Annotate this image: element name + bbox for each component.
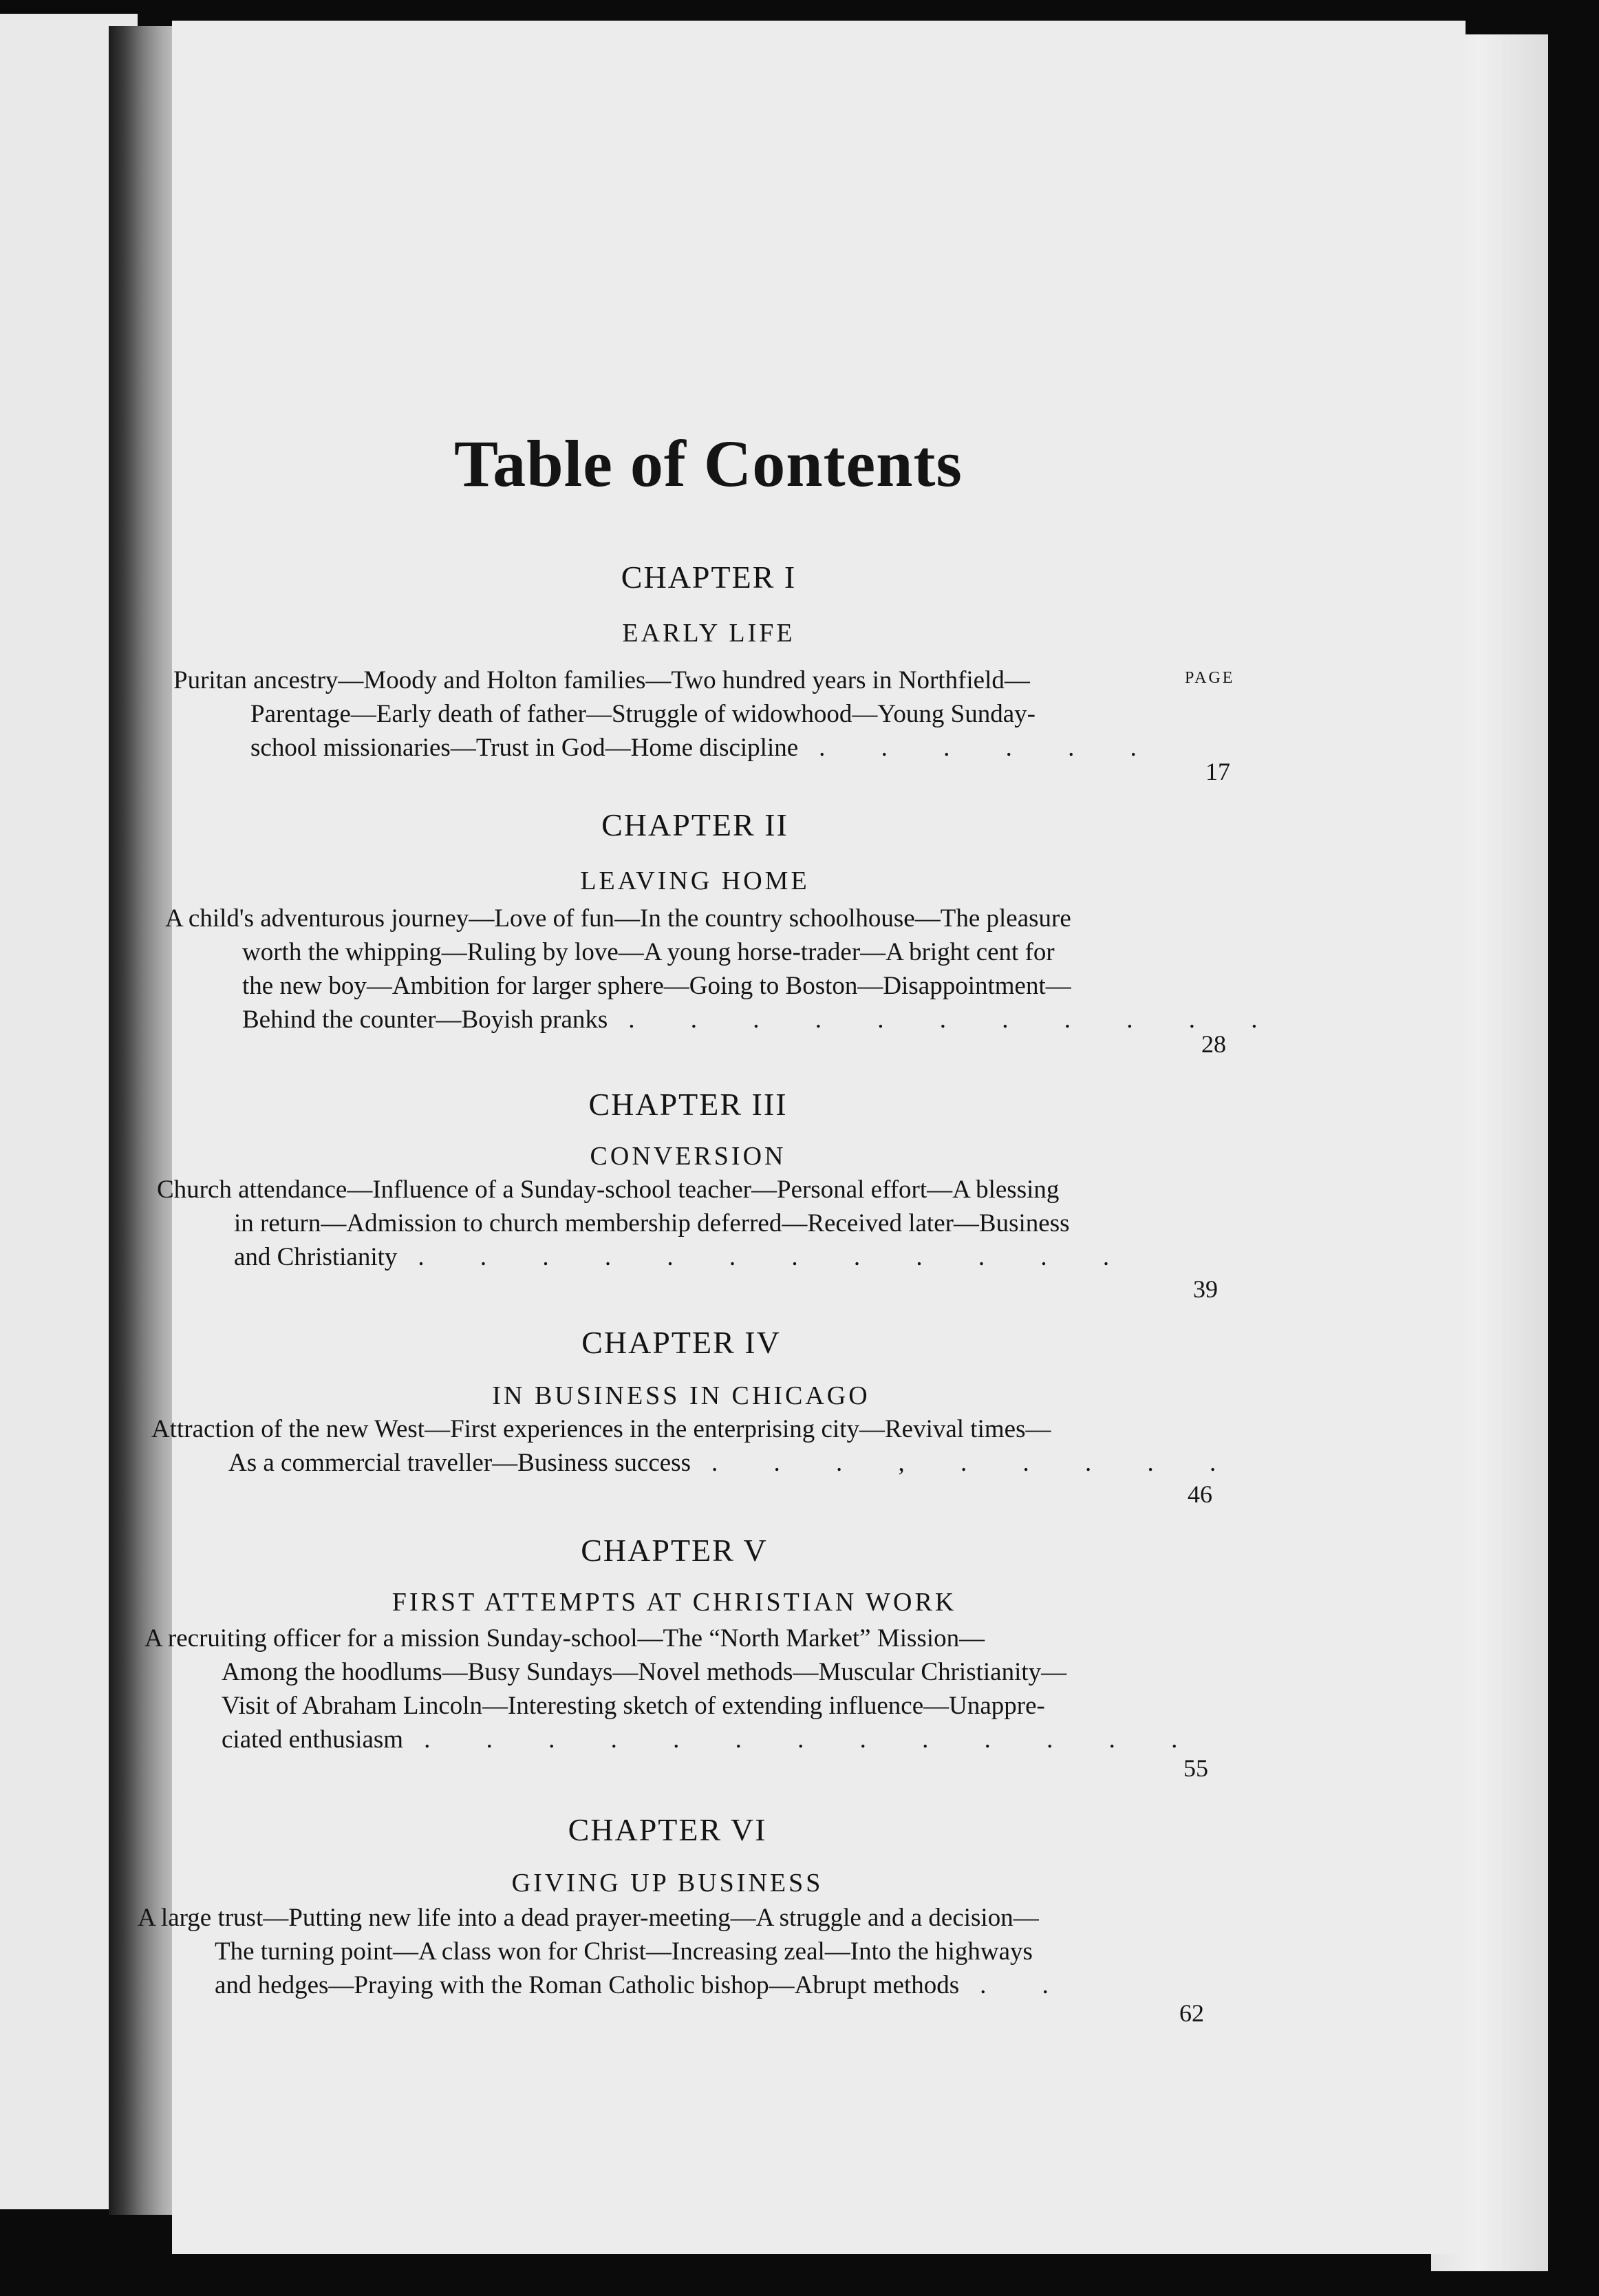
summary-line-text: Behind the counter—Boyish pranks <box>242 1006 608 1034</box>
chapter-4-heading: CHAPTER IV <box>581 1325 781 1360</box>
chapter-2-subtitle: LEAVING HOME <box>580 867 810 895</box>
summary-line: Among the hoodlums—Busy Sundays—Novel methods—Muscular Christianity— <box>222 1658 1067 1686</box>
summary-line <box>138 1968 1142 2002</box>
summary-line: Church attendance—Influence of a Sunday-school teacher—Personal effort—A blessing <box>157 1176 1060 1204</box>
chapter-3-summary <box>157 1173 1161 1274</box>
summary-line: A recruiting officer for a mission Sunday-school—The “North Market” Mission— <box>144 1624 985 1652</box>
chapter-4-page-number: 46 <box>1188 1480 1212 1508</box>
summary-line: the new boy—Ambition for larger sphere—Going to Boston—Disappointment— <box>242 972 1071 1000</box>
chapter-1-heading: CHAPTER I <box>621 560 797 595</box>
dot-leader: . . . , . . . . . <box>711 1449 1241 1477</box>
dot-leader: . . . . . . . . . . . . <box>418 1243 1135 1271</box>
chapter-2-summary <box>165 902 1283 1037</box>
summary-line-text: ciated enthusiasm <box>222 1725 404 1754</box>
dot-leader: . . <box>980 1971 1073 1999</box>
summary-line: Attraction of the new West—First experiences in the enterprising city—Revival times— <box>151 1415 1051 1443</box>
page-column-label: PAGE <box>1185 669 1235 687</box>
chapter-1-subtitle: EARLY LIFE <box>622 619 795 648</box>
summary-line-text: and Christianity <box>234 1243 398 1271</box>
summary-line: in return—Admission to church membership deferred—Received later—Business <box>234 1209 1070 1237</box>
chapter-6-heading: CHAPTER VI <box>568 1812 767 1847</box>
chapter-3-heading: CHAPTER III <box>588 1087 788 1122</box>
chapter-2-heading: CHAPTER II <box>601 807 788 842</box>
summary-line: A large trust—Putting new life into a dead prayer-meeting—A struggle and a decision— <box>138 1904 1039 1932</box>
chapter-6-summary <box>138 1901 1142 2002</box>
summary-line <box>157 1240 1161 1274</box>
chapter-1-summary <box>173 663 1178 765</box>
summary-line <box>165 1003 1283 1037</box>
summary-line <box>144 1723 1203 1756</box>
dot-leader: . . . . . . . . . . . . . <box>424 1725 1203 1754</box>
chapter-3-page-number: 39 <box>1193 1275 1218 1303</box>
dot-leader: . . . . . . <box>819 734 1161 762</box>
page-title: Table of Contents <box>454 427 963 500</box>
summary-line <box>151 1446 1241 1480</box>
chapter-1-page-number: 17 <box>1205 758 1230 785</box>
summary-line: worth the whipping—Ruling by love—A young horse-trader—A bright cent for <box>242 938 1055 966</box>
summary-line: The turning point—A class won for Christ—Increasing zeal—Into the highways <box>215 1937 1033 1966</box>
chapter-5-summary <box>144 1622 1203 1756</box>
chapter-5-page-number: 55 <box>1183 1754 1208 1782</box>
dot-leader: . . . . . . . . . . . <box>628 1006 1283 1034</box>
summary-line: Puritan ancestry—Moody and Holton families—Two hundred years in Northfield— <box>173 666 1030 694</box>
chapter-4-subtitle: IN BUSINESS IN CHICAGO <box>492 1381 870 1410</box>
summary-line: Visit of Abraham Lincoln—Interesting sketch of extending influence—Unappre- <box>222 1692 1045 1720</box>
summary-line <box>173 731 1178 765</box>
summary-line-text: school missionaries—Trust in God—Home discipline <box>250 734 799 762</box>
summary-line: Parentage—Early death of father—Struggle of widowhood—Young Sunday- <box>250 700 1035 728</box>
chapter-2-page-number: 28 <box>1201 1030 1226 1058</box>
chapter-6-page-number: 62 <box>1179 1999 1204 2027</box>
chapter-3-subtitle: CONVERSION <box>590 1142 786 1171</box>
chapter-5-heading: CHAPTER V <box>581 1533 768 1568</box>
summary-line: A child's adventurous journey—Love of fun—In the country schoolhouse—The pleasure <box>165 904 1071 933</box>
chapter-5-subtitle: FIRST ATTEMPTS AT CHRISTIAN WORK <box>391 1588 957 1617</box>
summary-line-text: and hedges—Praying with the Roman Catholic bishop—Abrupt methods <box>215 1971 960 1999</box>
chapter-4-summary <box>151 1412 1241 1480</box>
summary-line-text: As a commercial traveller—Business success <box>228 1449 691 1477</box>
chapter-6-subtitle: GIVING UP BUSINESS <box>511 1869 824 1898</box>
